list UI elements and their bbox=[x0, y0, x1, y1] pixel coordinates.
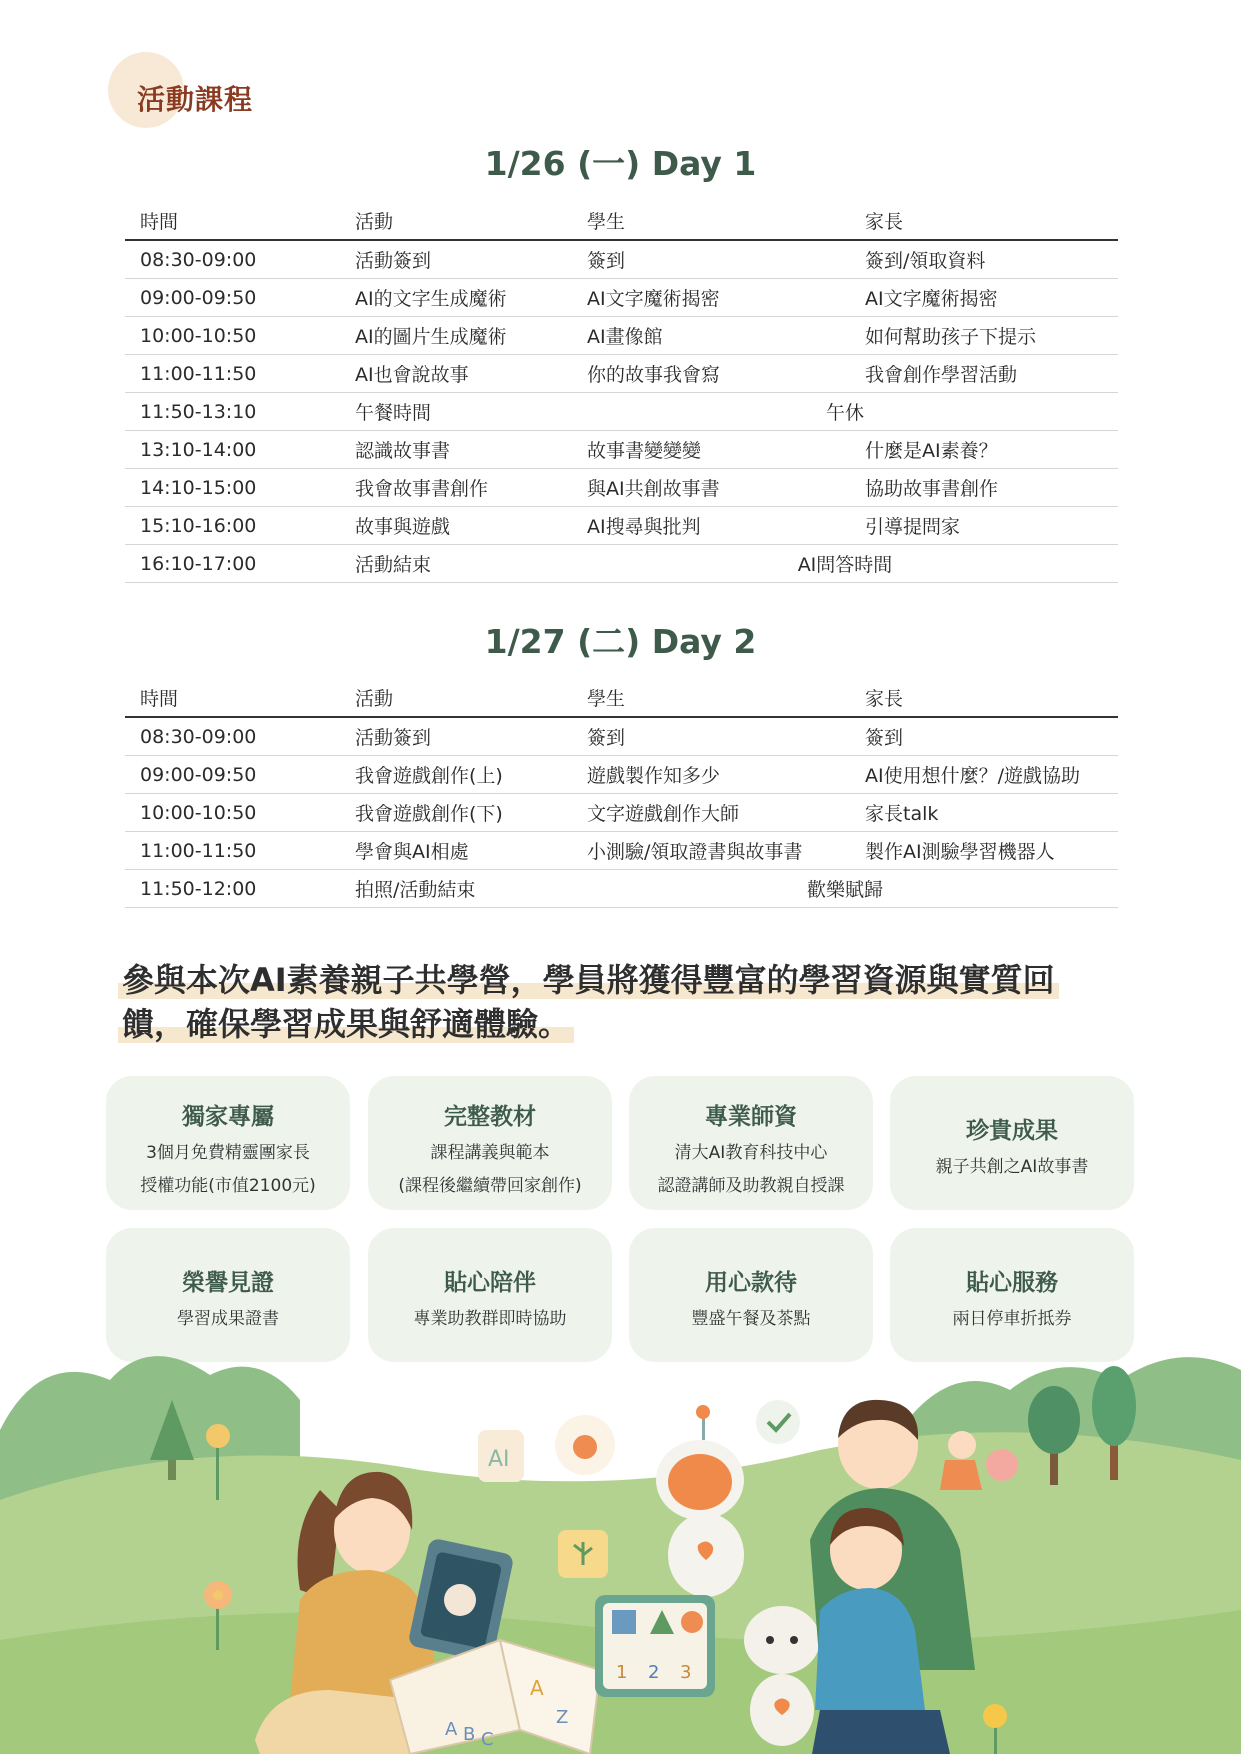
header-time: 時間 bbox=[125, 202, 340, 240]
cell-activity: 故事與遊戲 bbox=[340, 507, 572, 545]
cell-parent: 如何幫助孩子下提示 bbox=[850, 317, 1118, 355]
cell-time: 08:30-09:00 bbox=[125, 717, 340, 756]
benefit-title: 獨家專屬 bbox=[182, 1104, 274, 1130]
benefit-desc bbox=[890, 1151, 1134, 1184]
fruit-speech-bubble-icon bbox=[555, 1415, 615, 1475]
cell-time: 11:00-11:50 bbox=[125, 355, 340, 393]
tablet-number-3: 3 bbox=[680, 1662, 692, 1683]
cell-parent: AI使用想什麼？/遊戲協助 bbox=[850, 756, 1118, 794]
benefit-card bbox=[106, 1076, 350, 1210]
cell-student: 文字遊戲創作大師 bbox=[572, 794, 850, 832]
header-parent: 家長 bbox=[850, 679, 1118, 717]
benefit-desc-line: 兩日停車折抵券 bbox=[952, 1309, 1072, 1329]
table-row bbox=[125, 317, 1118, 355]
cell-activity: 我會遊戲創作(上) bbox=[340, 756, 572, 794]
cell-parent: 我會創作學習活動 bbox=[850, 355, 1118, 393]
header-activity: 活動 bbox=[340, 679, 572, 717]
book-letter-z: Z bbox=[556, 1707, 569, 1728]
tablet-number-1: 1 bbox=[616, 1662, 628, 1683]
cell-parent: AI文字魔術揭密 bbox=[850, 279, 1118, 317]
cell-activity: 活動簽到 bbox=[340, 717, 572, 756]
table-row bbox=[125, 355, 1118, 393]
cell-activity: 拍照/活動結束 bbox=[340, 870, 572, 908]
cell-time: 10:00-10:50 bbox=[125, 317, 340, 355]
cell-activity: AI的圖片生成魔術 bbox=[340, 317, 572, 355]
cell-time: 10:00-10:50 bbox=[125, 794, 340, 832]
book-letter-a: A bbox=[445, 1719, 458, 1740]
benefit-desc-line: 3個月免費精靈團家長 bbox=[146, 1143, 310, 1163]
cell-activity: 我會故事書創作 bbox=[340, 469, 572, 507]
cell-time: 16:10-17:00 bbox=[125, 545, 340, 583]
benefit-desc-line: 豐盛午餐及茶點 bbox=[691, 1309, 811, 1329]
cell-activity: 活動結束 bbox=[340, 545, 572, 583]
benefit-desc bbox=[106, 1137, 350, 1203]
cell-merged: 歡樂賦歸 bbox=[572, 870, 1118, 908]
header-time: 時間 bbox=[125, 679, 340, 717]
cell-time: 11:50-13:10 bbox=[125, 393, 340, 431]
cell-activity: 我會遊戲創作(下) bbox=[340, 794, 572, 832]
shapes-tablet-icon bbox=[595, 1595, 715, 1697]
header-student: 學生 bbox=[572, 679, 850, 717]
day2-title: 1/27 (二) Day 2 bbox=[484, 622, 757, 661]
table-row bbox=[125, 507, 1118, 545]
benefit-title: 貼心服務 bbox=[966, 1270, 1058, 1296]
benefit-card bbox=[890, 1076, 1134, 1210]
cell-parent: 家長talk bbox=[850, 794, 1118, 832]
benefit-card bbox=[629, 1076, 873, 1210]
day1-schedule-table bbox=[125, 202, 1118, 583]
day2-schedule-table bbox=[125, 679, 1118, 908]
header-parent: 家長 bbox=[850, 202, 1118, 240]
cell-activity: 午餐時間 bbox=[340, 393, 572, 431]
section-title: 活動課程 bbox=[137, 83, 254, 116]
cell-merged: 午休 bbox=[572, 393, 1118, 431]
benefit-desc-line: 學習成果證書 bbox=[177, 1309, 279, 1329]
benefit-desc-line: 課程講義與範本 bbox=[430, 1143, 550, 1163]
benefit-desc bbox=[368, 1137, 612, 1203]
cell-time: 11:00-11:50 bbox=[125, 832, 340, 870]
cell-time: 08:30-09:00 bbox=[125, 240, 340, 279]
benefit-desc-line: 親子共創之AI故事書 bbox=[935, 1157, 1089, 1177]
intro-line-1: 參與本次AI素養親子共學營，學員將獲得豐富的學習資源與實質回 bbox=[118, 961, 1059, 999]
cell-parent: 什麼是AI素養？ bbox=[850, 431, 1118, 469]
benefit-card bbox=[368, 1076, 612, 1210]
cell-activity: 活動簽到 bbox=[340, 240, 572, 279]
cell-parent: 引導提問家 bbox=[850, 507, 1118, 545]
cell-student: 簽到 bbox=[572, 717, 850, 756]
cell-parent: 製作AI測驗學習機器人 bbox=[850, 832, 1118, 870]
benefit-title: 貼心陪伴 bbox=[444, 1270, 536, 1296]
benefit-title: 榮譽見證 bbox=[182, 1270, 274, 1296]
benefit-desc-line: 認證講師及助教親自授課 bbox=[657, 1176, 845, 1196]
cell-time: 13:10-14:00 bbox=[125, 431, 340, 469]
cell-time: 15:10-16:00 bbox=[125, 507, 340, 545]
cell-parent: 簽到 bbox=[850, 717, 1118, 756]
book-letter-c: C bbox=[481, 1729, 494, 1750]
benefits-intro bbox=[118, 958, 1138, 1046]
book-letter-b: B bbox=[463, 1724, 476, 1745]
table-row bbox=[125, 870, 1118, 908]
cell-activity: 學會與AI相處 bbox=[340, 832, 572, 870]
cell-student: 遊戲製作知多少 bbox=[572, 756, 850, 794]
benefit-desc bbox=[629, 1303, 873, 1336]
cell-student: 你的故事我會寫 bbox=[572, 355, 850, 393]
benefit-desc bbox=[368, 1303, 612, 1336]
benefit-title: 用心款待 bbox=[705, 1270, 797, 1296]
leaf-card-icon bbox=[558, 1530, 608, 1578]
checkmark-bubble-icon bbox=[756, 1400, 800, 1444]
table-row bbox=[125, 545, 1118, 583]
cell-activity: 認識故事書 bbox=[340, 431, 572, 469]
benefit-title: 專業師資 bbox=[705, 1104, 797, 1130]
table-row bbox=[125, 431, 1118, 469]
benefit-desc-line: 專業助教群即時協助 bbox=[413, 1309, 567, 1329]
benefit-desc bbox=[890, 1303, 1134, 1336]
cell-student: 故事書變變變 bbox=[572, 431, 850, 469]
cell-student: 簽到 bbox=[572, 240, 850, 279]
table-row bbox=[125, 393, 1118, 431]
cell-student: 小測驗/領取證書與故事書 bbox=[572, 832, 850, 870]
family-picnic-illustration bbox=[0, 1340, 1241, 1754]
cell-time: 09:00-09:50 bbox=[125, 756, 340, 794]
cell-student: 與AI共創故事書 bbox=[572, 469, 850, 507]
cell-activity: AI的文字生成魔術 bbox=[340, 279, 572, 317]
cell-time: 11:50-12:00 bbox=[125, 870, 340, 908]
benefit-desc-line: 清大AI教育科技中心 bbox=[674, 1143, 828, 1163]
cell-student: AI畫像館 bbox=[572, 317, 850, 355]
benefit-title: 珍貴成果 bbox=[966, 1118, 1058, 1144]
tablet-number-2: 2 bbox=[648, 1662, 660, 1683]
benefit-desc bbox=[106, 1303, 350, 1336]
cell-merged: AI問答時間 bbox=[572, 545, 1118, 583]
cell-student: AI搜尋與批判 bbox=[572, 507, 850, 545]
cell-student: AI文字魔術揭密 bbox=[572, 279, 850, 317]
intro-line-2: 饋，確保學習成果與舒適體驗。 bbox=[118, 1005, 574, 1043]
table-row bbox=[125, 717, 1118, 756]
book-letter-a2: A bbox=[530, 1676, 544, 1700]
cell-parent: 協助故事書創作 bbox=[850, 469, 1118, 507]
ai-sign-text: AI bbox=[488, 1447, 510, 1472]
table-header-row bbox=[125, 202, 1118, 240]
cell-activity: AI也會說故事 bbox=[340, 355, 572, 393]
benefit-title: 完整教材 bbox=[444, 1104, 536, 1130]
header-activity: 活動 bbox=[340, 202, 572, 240]
table-row bbox=[125, 240, 1118, 279]
cell-parent: 簽到/領取資料 bbox=[850, 240, 1118, 279]
table-header-row bbox=[125, 679, 1118, 717]
day1-title: 1/26 (一) Day 1 bbox=[484, 144, 757, 183]
cell-time: 14:10-15:00 bbox=[125, 469, 340, 507]
benefit-desc-line: 授權功能(市值2100元) bbox=[140, 1176, 316, 1196]
benefit-desc bbox=[629, 1137, 873, 1203]
table-row bbox=[125, 279, 1118, 317]
table-row bbox=[125, 469, 1118, 507]
cell-time: 09:00-09:50 bbox=[125, 279, 340, 317]
header-student: 學生 bbox=[572, 202, 850, 240]
ai-sign-icon bbox=[478, 1430, 524, 1482]
benefit-desc-line: (課程後繼續帶回家創作) bbox=[398, 1176, 582, 1196]
table-row bbox=[125, 832, 1118, 870]
table-row bbox=[125, 756, 1118, 794]
table-row bbox=[125, 794, 1118, 832]
